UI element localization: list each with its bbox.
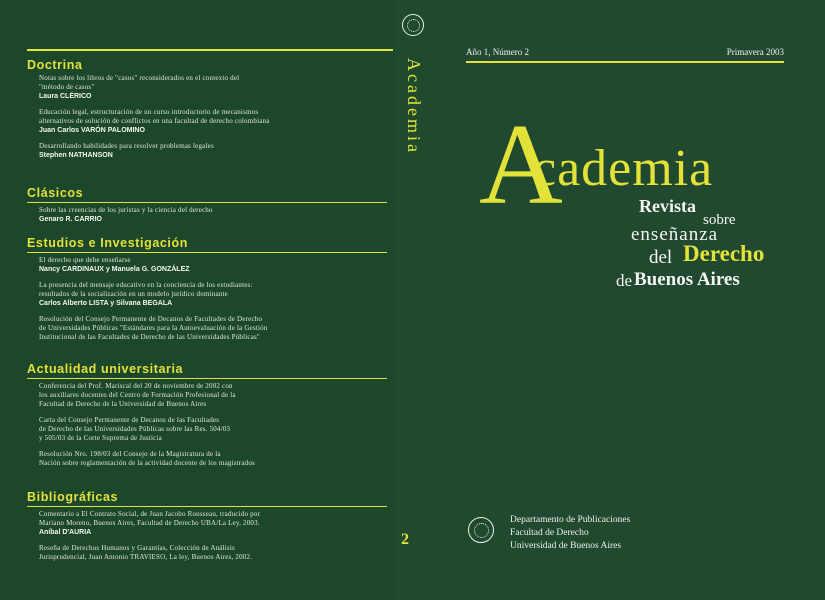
subtitle-del: del: [649, 247, 673, 268]
back-top-rule: [27, 49, 393, 51]
subtitle-derecho: Derecho: [683, 241, 765, 266]
entry-title: Carta del Consejo Permanente de Decanos de las Facultades de Derecho de las Universidades Públicas sobre las Res. 504/03 y 505/03 de la Corte Suprema de Justicia: [39, 416, 231, 442]
section-rule: [27, 506, 387, 507]
front-cover: [433, 0, 825, 600]
entry-title: Notas sobre los libros de "casos" reconsiderados en el contexto del "método de casos": [39, 74, 240, 91]
issue-number: Año 1, Número 2: [466, 47, 529, 57]
title-rest: cademia: [533, 140, 714, 197]
toc-entry: [39, 206, 387, 224]
subtitle-de: de: [616, 271, 633, 290]
entry-title: Educación legal, estructuración de un curso introductorio de mecanismos alternativos de solución de conflictos en una facultad de derecho colombiana: [39, 108, 270, 125]
publisher-line: Departamento de Publicaciones: [510, 515, 631, 525]
spine-title: Academia: [404, 58, 424, 155]
publisher-line: Universidad de Buenos Aires: [510, 541, 622, 551]
subtitle-buenos-aires: Buenos Aires: [634, 269, 740, 290]
section-heading: Estudios e Investigación: [27, 236, 188, 250]
entry-title: Comentario a El Contrato Social, de Juan Jacobo Rousseau, traducido por Mariano Moreno, Buenos Aires, Facultad de Derecho UBA/La Ley, 2003.: [39, 510, 261, 527]
university-seal-icon: [402, 14, 424, 36]
entry-author: Genaro R. CARRIO: [39, 216, 103, 223]
entry-author: Aníbal D'AURIA: [39, 529, 92, 536]
section-heading: Bibliográficas: [27, 490, 119, 504]
issue-rule: [466, 61, 784, 63]
section-heading: Actualidad universitaria: [27, 362, 184, 376]
subtitle-ensenanza: enseñanza: [631, 224, 719, 245]
section-bibliograficas: [27, 490, 387, 569]
entry-title: Resolución Nro. 198/03 del Consejo de la Magistratura de la Nación sobre reglamentación de la actividad docente de los magistrados: [39, 450, 255, 467]
entry-author: Stephen NATHANSON: [39, 152, 113, 159]
section-doctrina: [27, 58, 387, 167]
entry-author: Juan Carlos VARÓN PALOMINO: [39, 127, 145, 134]
toc-entry: [39, 256, 387, 274]
toc-entry: [39, 510, 387, 537]
toc-entry: [39, 281, 387, 308]
entry-title: Resolución del Consejo Permanente de Decanos de Facultades de Derecho de Universidades Públicas "Estándares para la Autoevaluación de la Gestión Institucional de las Facultades de Derecho de las Universidades Públicas": [39, 315, 268, 341]
section-rule: [27, 202, 387, 203]
section-rule: [27, 252, 387, 253]
publisher-line: Facultad de Derecho: [510, 528, 589, 538]
entry-author: Laura CLÉRICO: [39, 93, 92, 100]
subtitle-sobre: sobre: [703, 212, 736, 228]
entry-title: El derecho que debe enseñarse: [39, 256, 131, 264]
section-estudios: [27, 236, 387, 349]
entry-author: Nancy CARDINAUX y Manuela G. GONZÁLEZ: [39, 266, 190, 273]
section-heading: Clásicos: [27, 186, 84, 200]
section-actualidad: [27, 362, 387, 475]
title-initial: A: [479, 101, 563, 229]
issue-season: Primavera 2003: [726, 47, 784, 57]
entry-title: Desarrollando habilidades para resolver problemas legales: [39, 142, 214, 150]
toc-entry: [39, 382, 387, 409]
entry-title: Conferencia del Prof. Mariscal del 20 de noviembre de 2002 con los auxiliares docentes del Centro de Formación Profesional de la Facultad de Derecho de la Universidad de Buenos Aires: [39, 382, 236, 408]
subtitle-revista: Revista: [639, 196, 696, 216]
entry-title: Sobre las creencias de los juristas y la ciencia del derecho: [39, 206, 213, 214]
section-rule: [27, 378, 387, 379]
toc-entry: [39, 74, 387, 101]
spine-issue-number: 2: [401, 531, 409, 548]
entry-title: La presencia del mensaje educativo en la conciencia de los estudiantes: resultados de la socialización en un modelo jurídico dominante: [39, 281, 253, 298]
toc-entry: [39, 544, 387, 562]
entry-title: Reseña de Derechos Humanos y Garantías, Colección de Análisis Jurisprudencial, Juan Antonio TRAVIESO, La ley, Buenos Aires, 2002.: [39, 544, 253, 561]
publisher-seal-icon: [468, 517, 494, 543]
toc-entry: [39, 416, 387, 443]
toc-entry: [39, 108, 387, 135]
toc-entry: [39, 315, 387, 342]
publisher-block: [510, 514, 630, 553]
entry-author: Carlos Alberto LISTA y Silvana BEGALA: [39, 300, 173, 307]
toc-entry: [39, 450, 387, 468]
section-clasicos: [27, 186, 387, 231]
section-heading: Doctrina: [27, 58, 83, 72]
toc-entry: [39, 142, 387, 160]
